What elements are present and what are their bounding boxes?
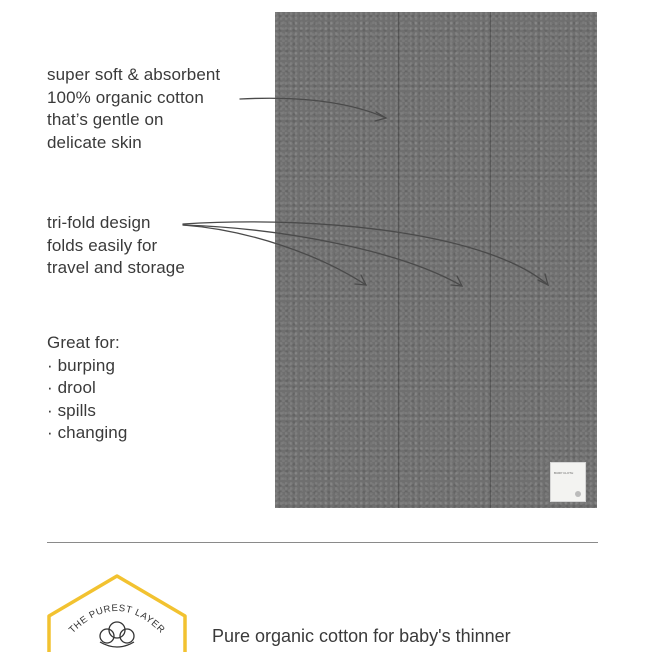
feature-trifold bbox=[47, 212, 185, 280]
purest-layer-badge bbox=[45, 572, 190, 652]
uses-title: Great for: bbox=[47, 333, 120, 352]
feature-soft-line-2: 100% organic cotton bbox=[47, 87, 204, 107]
feature-soft-line-3: that’s gentle on bbox=[47, 110, 164, 129]
fold-line-2 bbox=[490, 12, 491, 508]
footer-text: Pure organic cotton for baby's thinner bbox=[212, 626, 511, 646]
tag-label: BURP CLOTH bbox=[554, 471, 574, 475]
product-tag bbox=[550, 462, 586, 502]
feature-trifold-line-1: tri-fold design bbox=[47, 213, 151, 232]
feature-trifold-line-3: travel and storage bbox=[47, 258, 185, 277]
uses-list bbox=[47, 332, 127, 445]
cotton-icon bbox=[100, 622, 134, 647]
blanket-image bbox=[275, 12, 597, 508]
section-divider bbox=[47, 542, 598, 543]
feature-soft-line-4: delicate skin bbox=[47, 132, 142, 152]
feature-soft bbox=[47, 64, 220, 154]
fold-line-1 bbox=[398, 12, 399, 508]
svg-text:THE PUREST LAYER bbox=[67, 603, 167, 636]
feature-trifold-line-2: folds easily for bbox=[47, 235, 158, 255]
use-item-3: · spills bbox=[47, 400, 96, 420]
use-item-4: · changing bbox=[47, 423, 128, 442]
use-item-2: · drool bbox=[47, 378, 96, 397]
tag-logo-icon bbox=[575, 491, 581, 497]
use-item-1: · burping bbox=[47, 355, 115, 375]
badge-text: THE PUREST LAYER bbox=[66, 602, 168, 636]
feature-soft-line-1: super soft & absorbent bbox=[47, 65, 221, 84]
